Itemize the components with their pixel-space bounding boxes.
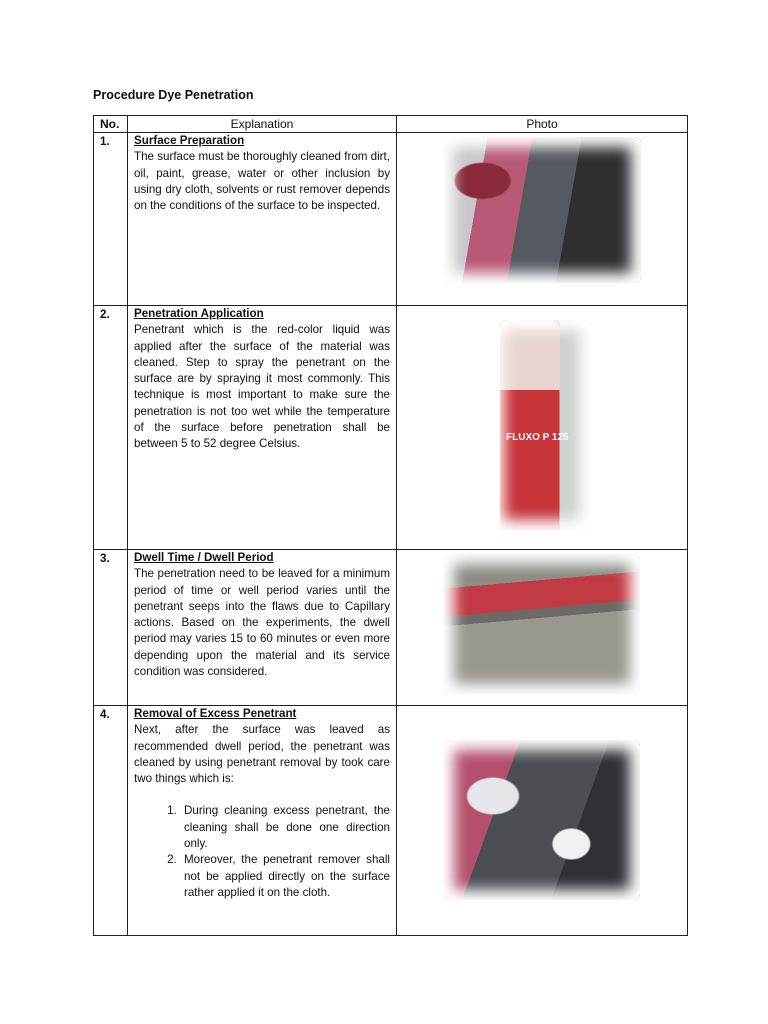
step-list: [134, 803, 390, 901]
step-number: 4.: [94, 706, 128, 936]
header-no: No.: [94, 116, 128, 133]
step-explanation: [128, 706, 397, 936]
table-header-row: [94, 116, 688, 133]
step-heading: Removal of Excess Penetrant: [134, 707, 297, 720]
photo-cell: [397, 306, 688, 550]
photo-cell: [397, 706, 688, 936]
document-title: Procedure Dye Penetration: [93, 88, 254, 102]
table-row: [94, 550, 688, 706]
removal-photo: [444, 740, 640, 900]
surface-preparation-photo: [443, 137, 641, 283]
step-explanation: [128, 550, 397, 706]
procedure-table: [93, 115, 688, 936]
can-label: FLUXO P 125: [506, 432, 569, 443]
photo-cell: [397, 550, 688, 706]
list-item: 2. Moreover, the penetrant remover shall not be applied directly on the surface rather applied it on the cloth.: [180, 852, 390, 901]
table-row: [94, 133, 688, 306]
step-heading: Surface Preparation: [134, 134, 245, 147]
dwell-time-photo: [444, 554, 640, 694]
step-text: Penetrant which is the red-color liquid was applied after the surface of the material was cleaned. Step to spray the penetrant on the surface are by spraying it most commonly. This technique is most important to make sure the penetration is not too wet while the temperature of the surface before penetration shall be between 5 to 52 degree Celsius.: [134, 323, 390, 451]
step-text: The penetration need to be leaved for a minimum period of time or well period varies until the penetrant seeps into the flaws due to Capillary actions. Based on the experiments, the dwell period may varies 15 to 60 minutes or even more depending upon the material and its service condition was considered.: [134, 567, 390, 679]
step-text: The surface must be thoroughly cleaned from dirt, oil, paint, grease, water or other inclusion by using dry cloth, solvents or rust remover depends on the conditions of the surface to be inspected.: [134, 150, 390, 213]
step-explanation: [128, 306, 397, 550]
penetrant-spray-can-photo: [494, 320, 590, 530]
step-heading: Penetration Application: [134, 307, 264, 320]
step-explanation: [128, 133, 397, 306]
step-heading: Dwell Time / Dwell Period: [134, 551, 274, 564]
photo-cell: [397, 133, 688, 306]
header-explanation: Explanation: [128, 116, 397, 133]
table-row: [94, 306, 688, 550]
header-photo: Photo: [397, 116, 688, 133]
step-number: 1.: [94, 133, 128, 306]
table-row: [94, 706, 688, 936]
step-number: 2.: [94, 306, 128, 550]
step-number: 3.: [94, 550, 128, 706]
step-text: Next, after the surface was leaved as recommended dwell period, the penetrant was cleaned by using penetrant removal by took care two things which is:: [134, 723, 390, 786]
list-item: 1. During cleaning excess penetrant, the cleaning shall be done one direction only.: [180, 803, 390, 852]
